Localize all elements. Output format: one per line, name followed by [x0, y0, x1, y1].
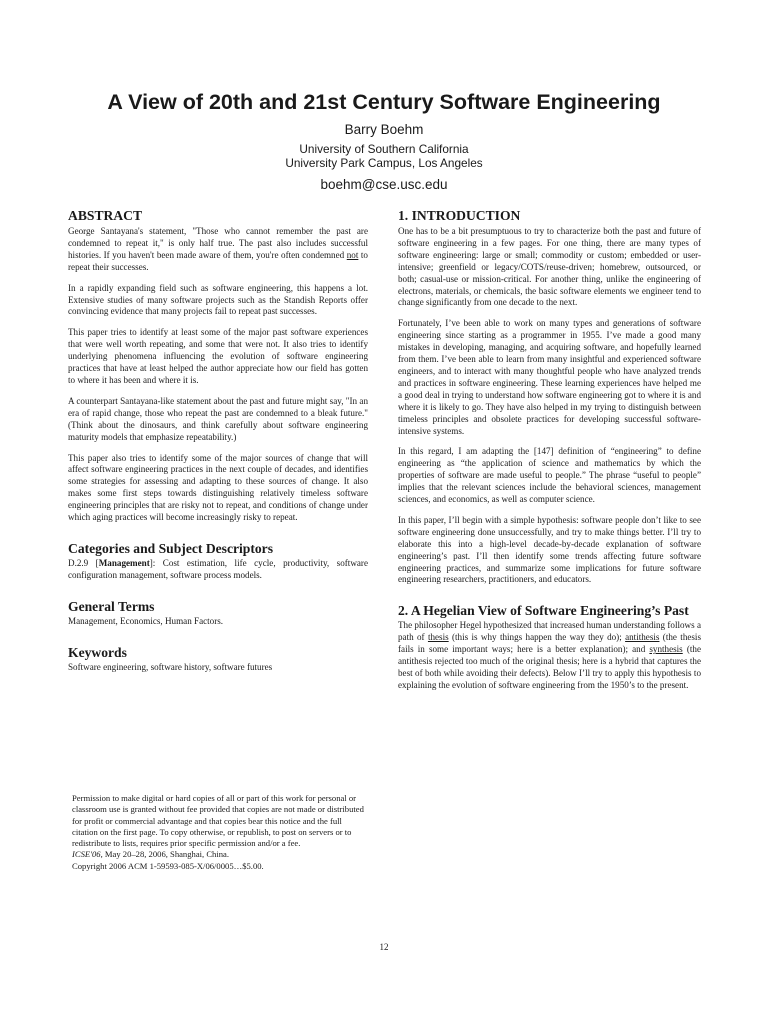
left-column: [68, 207, 368, 674]
term-synthesis: synthesis: [649, 644, 683, 655]
keywords-text: Software engineering, software history, software futures: [68, 661, 273, 672]
introduction-paragraph: One has to be a bit presumptuous to try to characterize both the past and future of software engineering in a few pages. For one thing, there are many types of software engineering: large or small; commodity or custom; embedded or user-intensive; greenfield or legacy/COTS/reuse-driven; homebrew, outsourced, or both; casual-use or mission-critical. For another thing, unlike the engineering of electrons, materials, or chemicals, the basic software elements we engineer tend to change significantly from one decade to the next.: [398, 226, 701, 308]
abstract-paragraph: This paper also tries to identify some of the major sources of change that will affect software engineering practices in the next couple of decades, and identifies some strategies for assessing and adapting to these sources of change. It also makes some first steps towards distinguishing relatively timeless software engineering principles that are risky not to repeat, and conditions of change under which aging practices will become increasingly risky to repeat.: [68, 452, 368, 523]
author-name: Barry Boehm: [344, 122, 424, 137]
copyright-line: Copyright 2006 ACM 1-59593-085-X/06/0005…$5.00.: [72, 860, 264, 871]
term-antithesis: antithesis: [625, 632, 660, 643]
introduction-heading: 1. INTRODUCTION: [398, 208, 521, 223]
page-number: 12: [379, 942, 389, 952]
hegelian-heading: 2. A Hegelian View of Software Engineering’s Past: [398, 603, 689, 619]
right-column: [398, 207, 701, 692]
abstract-paragraph: A counterpart Santayana-like statement about the past and future might say, "In an era of rapid change, those who repeat the past are condemned to a bleak future." (Think about the dinosaurs, and think carefully about software engineering maturity models that emphasize repeatability.): [68, 395, 368, 442]
keywords-heading: Keywords: [68, 644, 127, 660]
permission-notice: [72, 793, 366, 872]
affiliation-campus: University Park Campus, Los Angeles: [285, 156, 483, 170]
introduction-paragraph: Fortunately, I’ve been able to work on many types and generations of software engineering since starting as a programmer in 1955. I’ve made a good many mistakes in developing, managing, and acquiring software, and hopefully learned from them. I’ve been able to learn from many insightful and experienced software engineers, and to interact with many thoughtful people who have analyzed trends and practices in software engineering. These learning experiences have helped me a good deal in trying to understand how software engineering got to where it is and where it is likely to go. They have also helped in my trying to distinguish between timeless principles and obsolete practices for developing successful software-intensive systems.: [398, 318, 701, 436]
introduction-paragraph: In this regard, I am adapting the [147] definition of “engineering” to define engineering as “the application of science and mathematics by which the properties of software are made useful to people.” The phrase “useful to people” implies that the relevant sciences include the behavioral sciences, management sciences, and economics, as well as computer science.: [398, 446, 701, 505]
abstract-paragraph: This paper tries to identify at least some of the major past software experiences that were well worth repeating, and some that were not. It also tries to identify underlying phenomena influencing the evolution of software engineering practices that have at least helped the author appreciate how our field has gotten to where it has been and where it is.: [68, 327, 368, 385]
hegelian-paragraph: The philosopher Hegel hypothesized that increased human understanding follows a path of thesis (this is why things happen the way they do); antithesis (the thesis fails in some important ways; here is a better explanation); and synthesis (the antithesis rejected too much of the original thesis; here is a hybrid that captures the best of both while avoiding their defects). Below I’ll try to apply this hypothesis to explaining the evolution of software engineering from the 1950’s to the present.: [398, 620, 702, 690]
categories-heading: Categories and Subject Descriptors: [68, 540, 274, 556]
abstract-heading: ABSTRACT: [68, 208, 143, 223]
affiliation-university: University of Southern California: [299, 142, 469, 156]
general-terms-heading: General Terms: [68, 598, 155, 614]
abstract-paragraph: George Santayana's statement, "Those who cannot remember the past are condemned to repeat it," is only half true. The past also includes successful histories. If you haven't been made aware of them, you're often condemned not to repeat their successes.: [68, 226, 368, 272]
author-email: boehm@cse.usc.edu: [320, 177, 448, 192]
conference-venue: ICSE'06, May 20–28, 2006, Shanghai, China.: [72, 849, 229, 860]
categories-text: D.2.9 [Management]: Cost estimation, life cycle, productivity, software configuration management, software process models.: [68, 557, 368, 580]
paper-title: A View of 20th and 21st Century Software Engineering: [107, 90, 661, 114]
general-terms-text: Management, Economics, Human Factors.: [68, 615, 224, 626]
permission-text: Permission to make digital or hard copies of all or part of this work for personal or classroom use is granted without fee provided that copies are not made or distributed for profit or commercial advantage and that copies bear this notice and the full citation on the first page. To copy otherwise, or republish, to post on servers or to redistribute to lists, requires prior specific permission and/or a fee.: [72, 793, 364, 849]
underlined-not: not: [346, 249, 359, 260]
term-thesis: thesis: [427, 632, 449, 643]
abstract-paragraph: In a rapidly expanding field such as software engineering, this happens a lot. Extensive studies of many software projects such as the Standish Reports offer convincing evidence that many projects fail to repeat past successes.: [68, 282, 368, 317]
introduction-paragraph: In this paper, I’ll begin with a simple hypothesis: software people don’t like to see software engineering done unsuccessfully, and try to make things better. I’ll try to elaborate this into a high-level decade-by-decade explanation of software engineering’s past. I’ll then identify some trends affecting future software engineering practices, and summarize some implications for future software engineering researchers, practitioners, and educators.: [398, 514, 701, 585]
